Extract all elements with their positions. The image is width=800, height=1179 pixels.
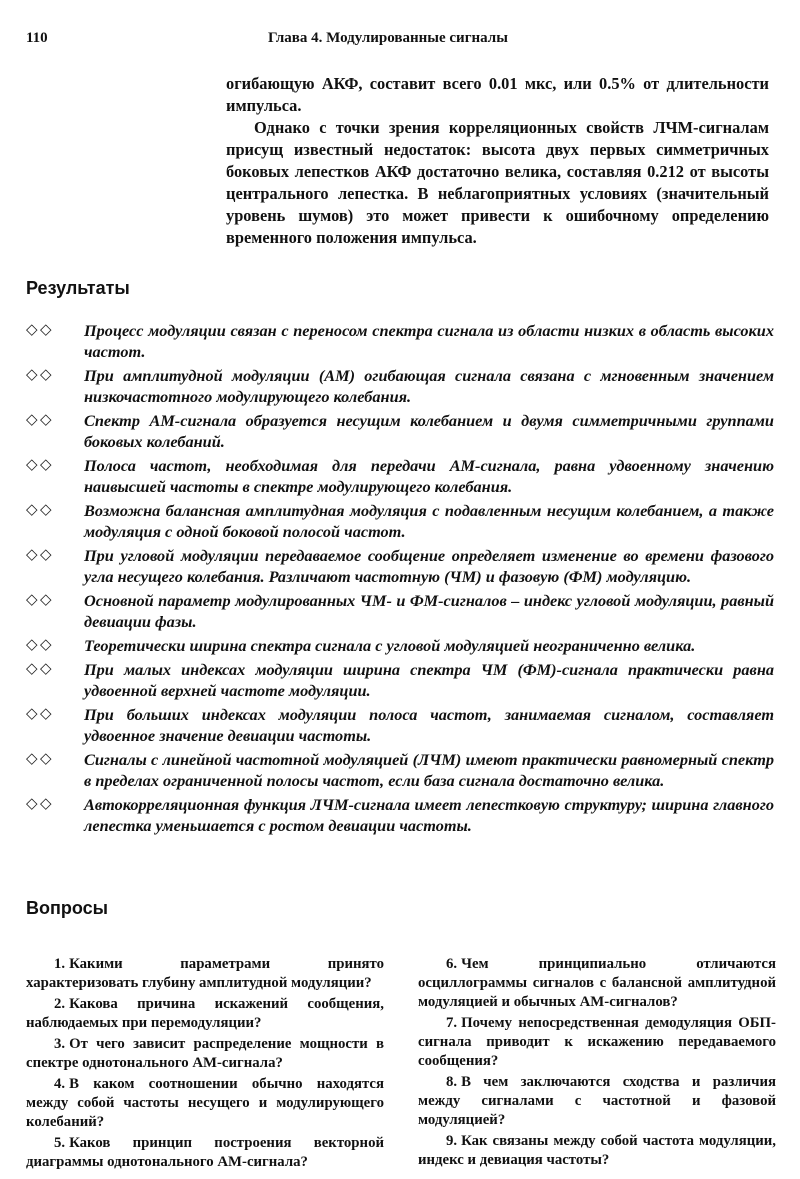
question-text: В чем заключаются сходства и различия между сигналами с частотной и фазовой модуляцией?	[418, 1074, 776, 1128]
diamond-icon: ◇	[40, 749, 52, 767]
result-item	[26, 545, 774, 587]
result-item	[26, 749, 774, 791]
double-diamond-bullet-icon	[26, 590, 84, 608]
result-item	[26, 794, 774, 836]
question-item	[26, 995, 384, 1033]
result-item	[26, 320, 774, 362]
diamond-icon: ◇	[26, 455, 38, 473]
question-item	[26, 955, 384, 993]
diamond-icon: ◇	[26, 704, 38, 722]
question-number: 9.	[446, 1133, 458, 1149]
result-item	[26, 410, 774, 452]
diamond-icon: ◇	[40, 410, 52, 428]
question-item	[418, 1073, 776, 1130]
result-text: При угловой модуляции передаваемое сообщение определяет изменение во времени фазового угла несущего колебания. Различают частотную (ЧМ) и фазовую (ФМ) модуляцию.	[84, 546, 774, 586]
question-item	[418, 1132, 776, 1170]
double-diamond-bullet-icon	[26, 659, 84, 677]
result-text: При больших индексах модуляции полоса частот, занимаемая сигналом, составляет удвоенное значение девиации частоты.	[84, 705, 774, 745]
result-item	[26, 365, 774, 407]
diamond-icon: ◇	[26, 500, 38, 518]
question-text: Какими параметрами принято характеризовать глубину амплитудной модуляции?	[26, 956, 384, 991]
page-number: 110	[26, 30, 48, 46]
running-head: Глава 4. Модулированные сигналы	[268, 30, 508, 46]
result-text: При малых индексах модуляции ширина спектра ЧМ (ФМ)-сигнала практически равна удвоенной верхней частоте модуляции.	[84, 660, 774, 700]
questions-block	[26, 955, 776, 1174]
questions-right-column	[418, 955, 776, 1174]
question-item	[418, 955, 776, 1012]
question-text: От чего зависит распределение мощности в спектре однотонального АМ-сигнала?	[26, 1036, 384, 1071]
diamond-icon: ◇	[26, 659, 38, 677]
result-text: Автокорреляционная функция ЛЧМ-сигнала имеет лепестковую структуру; ширина главного лепестка уменьшается с ростом девиации частоты.	[84, 795, 774, 835]
diamond-icon: ◇	[26, 635, 38, 653]
diamond-icon: ◇	[26, 410, 38, 428]
question-item	[26, 1134, 384, 1172]
intro-text	[226, 73, 769, 249]
result-text: Спектр АМ-сигнала образуется несущим колебанием и двумя симметричными группами боковых колебаний.	[84, 411, 774, 451]
diamond-icon: ◇	[26, 749, 38, 767]
result-item	[26, 704, 774, 746]
questions-heading: Вопросы	[26, 898, 109, 918]
double-diamond-bullet-icon	[26, 365, 84, 383]
question-number: 5.	[54, 1135, 66, 1151]
double-diamond-bullet-icon	[26, 320, 84, 338]
question-number: 8.	[446, 1074, 458, 1090]
question-text: Какова причина искажений сообщения, наблюдаемых при перемодуляции?	[26, 996, 384, 1031]
diamond-icon: ◇	[40, 590, 52, 608]
diamond-icon: ◇	[40, 320, 52, 338]
question-item	[418, 1014, 776, 1071]
result-item	[26, 590, 774, 632]
results-heading: Результаты	[26, 278, 130, 298]
question-number: 3.	[54, 1036, 66, 1052]
diamond-icon: ◇	[26, 365, 38, 383]
result-text: Возможна балансная амплитудная модуляция с подавленным несущим колебанием, а также модуляция с одной боковой полосой частот.	[84, 501, 774, 541]
question-text: Чем принципиально отличаются осциллограммы сигналов с балансной амплитудной модуляцией и обычных АМ-сигналов?	[418, 956, 776, 1010]
diamond-icon: ◇	[26, 320, 38, 338]
double-diamond-bullet-icon	[26, 545, 84, 563]
question-text: Как связаны между собой частота модуляции, индекс и девиация частоты?	[418, 1133, 776, 1168]
result-text: Сигналы с линейной частотной модуляцией (ЛЧМ) имеют практически равномерный спектр в пределах ограниченной полосы частот, если база сигнала достаточно велика.	[84, 750, 774, 790]
question-number: 1.	[54, 956, 66, 972]
result-item	[26, 455, 774, 497]
results-list	[26, 320, 774, 839]
intro-paragraph: Однако с точки зрения корреляционных свойств ЛЧМ-сигналам присущ известный недостаток: высота двух первых симметричных боковых лепестков АКФ достаточно велика, составляя 0.212 от высоты центрального лепестка. В неблагоприятных условиях (значительный уровень шумов) это может привести к ошибочному определению временного положения импульса.	[226, 118, 769, 247]
diamond-icon: ◇	[40, 635, 52, 653]
diamond-icon: ◇	[40, 704, 52, 722]
question-item	[26, 1035, 384, 1073]
diamond-icon: ◇	[26, 794, 38, 812]
double-diamond-bullet-icon	[26, 500, 84, 518]
result-item	[26, 500, 774, 542]
intro-paragraph: огибающую АКФ, составит всего 0.01 мкс, или 0.5% от длительности импульса.	[226, 74, 769, 115]
result-text: При амплитудной модуляции (АМ) огибающая сигнала связана с мгновенным значением низкочастотного модулирующего колебания.	[84, 366, 774, 406]
diamond-icon: ◇	[40, 455, 52, 473]
diamond-icon: ◇	[40, 794, 52, 812]
question-number: 2.	[54, 996, 66, 1012]
question-number: 6.	[446, 956, 458, 972]
question-text: Каков принцип построения векторной диаграммы однотонального АМ-сигнала?	[26, 1135, 384, 1170]
result-text: Полоса частот, необходимая для передачи АМ-сигнала, равна удвоенному значению наивысшей частоты в спектре модулирующего колебания.	[84, 456, 774, 496]
question-number: 4.	[54, 1076, 66, 1092]
questions-left-column	[26, 955, 384, 1174]
diamond-icon: ◇	[40, 545, 52, 563]
question-text: Почему непосредственная демодуляция ОБП-сигнала приводит к искажению передаваемого сообщения?	[418, 1015, 776, 1069]
diamond-icon: ◇	[26, 590, 38, 608]
result-item	[26, 659, 774, 701]
double-diamond-bullet-icon	[26, 749, 84, 767]
question-item	[26, 1075, 384, 1132]
diamond-icon: ◇	[40, 500, 52, 518]
diamond-icon: ◇	[40, 365, 52, 383]
double-diamond-bullet-icon	[26, 410, 84, 428]
result-item	[26, 635, 774, 656]
result-text: Процесс модуляции связан с переносом спектра сигнала из области низких в область высоких частот.	[84, 321, 774, 361]
result-text: Основной параметр модулированных ЧМ- и ФМ-сигналов – индекс угловой модуляции, равный девиации фазы.	[84, 591, 774, 631]
diamond-icon: ◇	[26, 545, 38, 563]
double-diamond-bullet-icon	[26, 794, 84, 812]
double-diamond-bullet-icon	[26, 455, 84, 473]
diamond-icon: ◇	[40, 659, 52, 677]
question-number: 7.	[446, 1015, 458, 1031]
double-diamond-bullet-icon	[26, 704, 84, 722]
question-text: В каком соотношении обычно находятся между собой частоты несущего и модулирующего колебаний?	[26, 1076, 384, 1130]
result-text: Теоретически ширина спектра сигнала с угловой модуляцией неограниченно велика.	[84, 636, 696, 655]
double-diamond-bullet-icon	[26, 635, 84, 653]
